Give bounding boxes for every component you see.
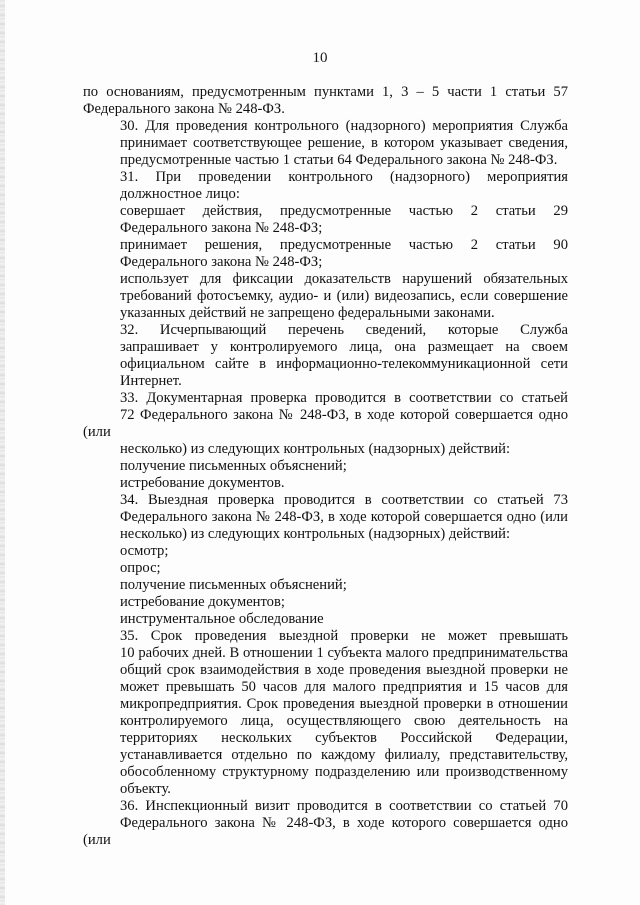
paragraph (83, 271, 568, 322)
text-line: получение письменных объяснений; (120, 577, 347, 593)
paragraph (83, 798, 568, 849)
text-line: принимает решения, предусмотренные частью 2 статьи 90 (120, 237, 568, 253)
text-line: Федерального закона № 248-ФЗ. (83, 101, 285, 117)
text-line: Федерального закона № 248-ФЗ; (120, 254, 323, 270)
paragraph (83, 594, 568, 611)
paragraph (83, 492, 568, 543)
text-line: 35. Срок проведения выездной проверки не может превышать (120, 628, 568, 644)
text-line: 31. При проведении контрольного (надзорного) мероприятия (120, 169, 568, 185)
text-line: получение письменных объяснений; (120, 458, 347, 474)
paragraph (83, 543, 568, 560)
text-line: совершает действия, предусмотренные частью 2 статьи 29 (120, 203, 568, 219)
text-line: несколько) из следующих контрольных (надзорных) действий: (120, 441, 511, 457)
paragraph (83, 118, 568, 169)
text-line: 72 Федерального закона № 248-ФЗ, в ходе которой совершается одно (или (83, 407, 568, 440)
paragraph (83, 560, 568, 577)
paragraph-continuation (83, 84, 568, 118)
text-line: по основаниям, предусмотренным пунктами 1, 3 – 5 части 1 статьи 57 (83, 84, 568, 100)
text-line: объекту. (120, 781, 171, 797)
page-number: 10 (312, 50, 328, 66)
text-line: истребование документов; (120, 594, 285, 610)
text-line: общий срок взаимодействия в ходе проведения выездной проверки не (120, 662, 568, 678)
scan-edge-artifact (0, 0, 5, 905)
text-line: 30. Для проведения контрольного (надзорного) мероприятия Служба (120, 118, 568, 134)
paragraph (83, 322, 568, 390)
text-line: обособленному структурному подразделению или производственному (120, 764, 568, 780)
text-line: контролируемого лица, осуществляющего свою деятельность на (120, 713, 568, 729)
text-line: указанных действий не запрещено федеральными законами. (120, 305, 495, 321)
text-line: осмотр; (120, 543, 169, 559)
text-line: несколько) из следующих контрольных (надзорных) действий: (120, 526, 511, 542)
paragraph (83, 475, 568, 492)
paragraph (83, 169, 568, 203)
text-line: территориях нескольких субъектов Российской Федерации, (120, 730, 568, 746)
text-line: Федерального закона № 248-ФЗ, в ходе которого совершается одно (или (83, 815, 568, 848)
text-line: предусмотренные частью 1 статьи 64 Федерального закона № 248-ФЗ. (120, 152, 558, 168)
text-line: опрос; (120, 560, 161, 576)
paragraph (83, 628, 568, 798)
text-line: 10 рабочих дней. В отношении 1 субъекта малого предпринимательства (120, 645, 568, 661)
text-line: использует для фиксации доказательств нарушений обязательных (120, 271, 568, 287)
text-line: истребование документов. (120, 475, 285, 491)
document-body (83, 84, 568, 849)
paragraph (83, 203, 568, 237)
text-line: требований фотосъемку, аудио- и (или) видеозапись, если совершение (120, 288, 568, 304)
paragraph (83, 577, 568, 594)
text-line: 33. Документарная проверка проводится в соответствии со статьей (120, 390, 568, 406)
text-line: Федерального закона № 248-ФЗ; (120, 220, 323, 236)
text-line: официальном сайте в информационно-телекоммуникационной сети (120, 356, 568, 372)
text-line: запрашивает у контролируемого лица, она размещает на своем (120, 339, 568, 355)
paragraph (83, 390, 568, 458)
text-line: может превышать 50 часов для малого предприятия и 15 часов для (120, 679, 568, 695)
text-line: Интернет. (120, 373, 182, 389)
text-line: 36. Инспекционный визит проводится в соответствии со статьей 70 (120, 798, 568, 814)
text-line: устанавливается отдельно по каждому филиалу, представительству, (120, 747, 568, 763)
text-line: 32. Исчерпывающий перечень сведений, которые Служба (120, 322, 568, 338)
text-line: 34. Выездная проверка проводится в соответствии со статьей 73 (120, 492, 568, 508)
paragraph (83, 458, 568, 475)
text-line: Федерального закона № 248-ФЗ, в ходе которой совершается одно (или (120, 509, 568, 525)
paragraph (83, 237, 568, 271)
text-line: принимает соответствующее решение, в котором указывает сведения, (120, 135, 568, 151)
text-line: микропредприятия. Срок проведения выездной проверки в отношении (120, 696, 568, 712)
text-line: инструментальное обследование (120, 611, 324, 627)
text-line: должностное лицо: (120, 186, 240, 202)
paragraph (83, 611, 568, 628)
